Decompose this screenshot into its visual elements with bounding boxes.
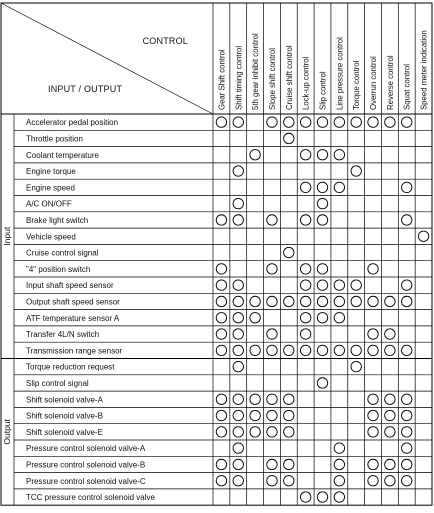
mark-circle-icon — [284, 247, 294, 257]
mark-circle-icon — [368, 117, 378, 127]
mark-circle-icon — [317, 150, 327, 160]
mark-circle-icon — [300, 492, 310, 502]
mark-circle-icon — [334, 345, 344, 355]
mark-circle-icon — [267, 296, 277, 306]
mark-circle-icon — [267, 410, 277, 420]
mark-circle-icon — [284, 459, 294, 469]
mark-circle-icon — [233, 166, 243, 176]
mark-circle-icon — [368, 345, 378, 355]
column-header: Shift timing control — [234, 45, 244, 110]
row-label: Cruise control signal — [26, 248, 99, 258]
mark-circle-icon — [284, 427, 294, 437]
row-label: Engine torque — [26, 167, 76, 177]
mark-circle-icon — [385, 345, 395, 355]
mark-circle-icon — [233, 345, 243, 355]
mark-circle-icon — [334, 443, 344, 453]
column-header: Gear Shift control — [217, 49, 227, 110]
row-label: A/C ON/OFF — [26, 199, 72, 209]
mark-circle-icon — [250, 427, 260, 437]
column-header: Squat control — [402, 64, 412, 110]
mark-circle-icon — [351, 166, 361, 176]
row-label: Engine speed — [26, 183, 75, 193]
mark-circle-icon — [284, 133, 294, 143]
row-label: Accelerator pedal position — [26, 118, 119, 128]
mark-circle-icon — [317, 215, 327, 225]
row-label: Shift solenoid valve-B — [26, 411, 103, 421]
mark-circle-icon — [216, 215, 226, 225]
row-label: Coolant temperature — [26, 150, 99, 160]
mark-circle-icon — [267, 264, 277, 274]
mark-circle-icon — [317, 182, 327, 192]
column-header: Reverse control — [385, 55, 395, 110]
mark-circle-icon — [233, 394, 243, 404]
mark-circle-icon — [300, 182, 310, 192]
column-header: Cruise shift control — [284, 45, 294, 110]
row-label: TCC pressure control solenoid valve — [26, 493, 155, 503]
mark-circle-icon — [233, 198, 243, 208]
mark-circle-icon — [300, 329, 310, 339]
row-label: Pressure control solenoid valve-C — [26, 476, 146, 486]
group-label: Output — [2, 419, 12, 445]
mark-circle-icon — [334, 280, 344, 290]
column-header: Lock-up control — [301, 56, 311, 110]
mark-circle-icon — [233, 296, 243, 306]
mark-circle-icon — [216, 117, 226, 127]
mark-circle-icon — [368, 410, 378, 420]
mark-circle-icon — [233, 427, 243, 437]
mark-circle-icon — [351, 361, 361, 371]
row-label: Brake light switch — [26, 215, 89, 225]
mark-circle-icon — [233, 215, 243, 225]
mark-circle-icon — [267, 117, 277, 127]
mark-circle-icon — [267, 394, 277, 404]
mark-circle-icon — [368, 329, 378, 339]
mark-circle-icon — [402, 182, 412, 192]
mark-circle-icon — [334, 313, 344, 323]
mark-circle-icon — [284, 394, 294, 404]
mark-circle-icon — [402, 476, 412, 486]
mark-circle-icon — [300, 264, 310, 274]
column-header: Torque control — [352, 60, 362, 110]
mark-circle-icon — [317, 345, 327, 355]
mark-circle-icon — [284, 410, 294, 420]
mark-circle-icon — [351, 280, 361, 290]
mark-circle-icon — [250, 296, 260, 306]
mark-circle-icon — [317, 313, 327, 323]
mark-circle-icon — [351, 296, 361, 306]
mark-circle-icon — [233, 459, 243, 469]
row-label: Transmission range sensor — [26, 346, 123, 356]
header-io-label: INPUT / OUTPUT — [48, 84, 123, 94]
mark-circle-icon — [284, 296, 294, 306]
mark-circle-icon — [317, 492, 327, 502]
row-label: Pressure control solenoid valve-B — [26, 460, 146, 470]
mark-circle-icon — [402, 410, 412, 420]
row-label: Input shaft speed sensor — [26, 281, 114, 291]
mark-circle-icon — [216, 296, 226, 306]
mark-circle-icon — [216, 280, 226, 290]
mark-circle-icon — [300, 215, 310, 225]
mark-circle-icon — [233, 280, 243, 290]
mark-circle-icon — [233, 361, 243, 371]
mark-circle-icon — [300, 296, 310, 306]
mark-circle-icon — [334, 492, 344, 502]
mark-circle-icon — [300, 150, 310, 160]
mark-circle-icon — [317, 198, 327, 208]
mark-circle-icon — [385, 427, 395, 437]
row-label: Vehicle speed — [26, 232, 76, 242]
row-label: "4" position switch — [26, 264, 91, 274]
mark-circle-icon — [216, 345, 226, 355]
row-label: Torque reduction request — [26, 362, 115, 372]
mark-circle-icon — [334, 117, 344, 127]
row-label: Pressure control solenoid valve-A — [26, 444, 146, 454]
mark-circle-icon — [368, 264, 378, 274]
mark-circle-icon — [267, 345, 277, 355]
mark-circle-icon — [385, 476, 395, 486]
mark-circle-icon — [334, 459, 344, 469]
mark-circle-icon — [216, 313, 226, 323]
row-label: Shift solenoid valve-E — [26, 427, 103, 437]
mark-circle-icon — [284, 117, 294, 127]
mark-circle-icon — [233, 117, 243, 127]
mark-circle-icon — [334, 476, 344, 486]
mark-circle-icon — [385, 329, 395, 339]
mark-circle-icon — [385, 410, 395, 420]
mark-circle-icon — [300, 117, 310, 127]
row-label: Slip control signal — [26, 378, 89, 388]
mark-circle-icon — [402, 215, 412, 225]
mark-circle-icon — [233, 313, 243, 323]
mark-circle-icon — [402, 117, 412, 127]
column-header: Line pressure control — [335, 37, 345, 110]
row-label: Throttle position — [26, 134, 83, 144]
mark-circle-icon — [317, 117, 327, 127]
mark-circle-icon — [334, 150, 344, 160]
row-label: ATF temperature sensor A — [26, 313, 120, 323]
mark-circle-icon — [368, 427, 378, 437]
mark-circle-icon — [385, 394, 395, 404]
mark-circle-icon — [402, 280, 412, 290]
mark-circle-icon — [284, 345, 294, 355]
mark-circle-icon — [368, 394, 378, 404]
header-diagonal-line — [1, 3, 213, 114]
mark-circle-icon — [216, 329, 226, 339]
mark-circle-icon — [402, 443, 412, 453]
mark-circle-icon — [368, 459, 378, 469]
mark-circle-icon — [233, 329, 243, 339]
mark-circle-icon — [385, 296, 395, 306]
row-label: Output shaft speed sensor — [26, 297, 120, 307]
mark-circle-icon — [216, 264, 226, 274]
mark-circle-icon — [317, 280, 327, 290]
column-header: Slope shift control — [267, 48, 277, 110]
mark-circle-icon — [233, 410, 243, 420]
mark-circle-icon — [402, 394, 412, 404]
mark-circle-icon — [267, 329, 277, 339]
mark-circle-icon — [368, 296, 378, 306]
row-label: Transfer 4L/N switch — [26, 330, 100, 340]
mark-circle-icon — [402, 427, 412, 437]
mark-circle-icon — [267, 427, 277, 437]
column-header: 5th gear inhibit control — [251, 33, 261, 110]
mark-circle-icon — [250, 394, 260, 404]
mark-circle-icon — [402, 459, 412, 469]
header-control-label: CONTROL — [142, 36, 188, 46]
mark-circle-icon — [216, 394, 226, 404]
mark-circle-icon — [317, 264, 327, 274]
mark-circle-icon — [368, 476, 378, 486]
mark-circle-icon — [300, 280, 310, 290]
mark-circle-icon — [300, 313, 310, 323]
mark-circle-icon — [402, 345, 412, 355]
mark-circle-icon — [334, 296, 344, 306]
mark-circle-icon — [317, 378, 327, 388]
mark-circle-icon — [250, 150, 260, 160]
mark-circle-icon — [267, 215, 277, 225]
mark-circle-icon — [267, 476, 277, 486]
mark-circle-icon — [385, 117, 395, 127]
mark-circle-icon — [267, 459, 277, 469]
mark-circle-icon — [250, 313, 260, 323]
mark-circle-icon — [300, 345, 310, 355]
mark-circle-icon — [216, 427, 226, 437]
mark-circle-icon — [385, 459, 395, 469]
row-label: Shift solenoid valve-A — [26, 395, 103, 405]
mark-circle-icon — [250, 410, 260, 420]
column-header: Slip control — [318, 71, 328, 110]
mark-circle-icon — [250, 345, 260, 355]
mark-circle-icon — [402, 296, 412, 306]
mark-circle-icon — [216, 459, 226, 469]
mark-circle-icon — [317, 296, 327, 306]
mark-circle-icon — [216, 476, 226, 486]
mark-circle-icon — [233, 443, 243, 453]
mark-circle-icon — [351, 117, 361, 127]
mark-circle-icon — [334, 182, 344, 192]
mark-circle-icon — [351, 345, 361, 355]
column-header: Overrun control — [369, 56, 379, 110]
mark-circle-icon — [233, 476, 243, 486]
mark-circle-icon — [418, 231, 428, 241]
column-header: Speed meter indication — [419, 30, 429, 110]
mark-circle-icon — [216, 410, 226, 420]
group-label: Input — [2, 226, 12, 246]
mark-circle-icon — [284, 476, 294, 486]
